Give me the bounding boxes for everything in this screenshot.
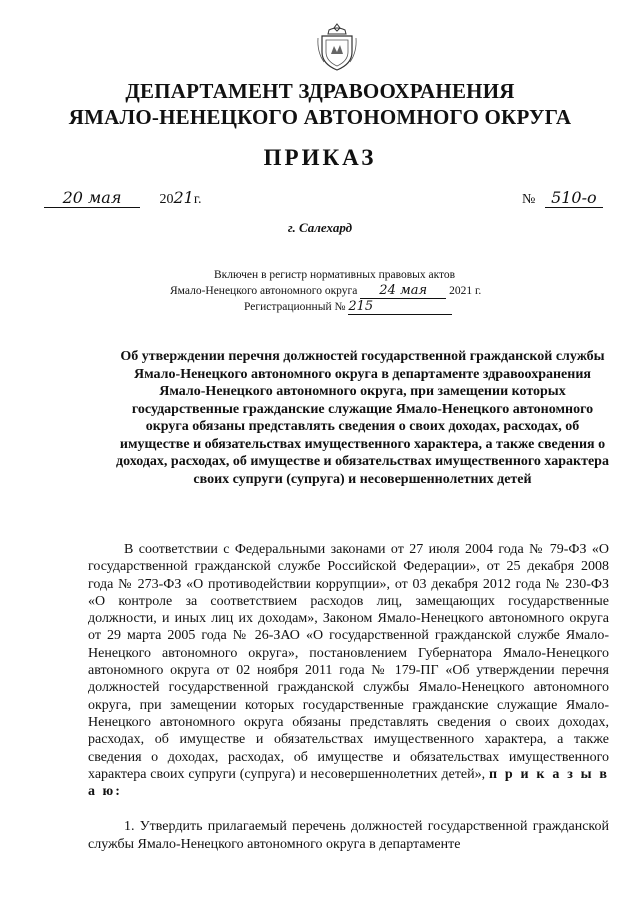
registry-line3 bbox=[170, 299, 550, 315]
order-body bbox=[88, 541, 609, 853]
clause-1: 1. Утвердить прилагаемый перечень должностей государственной гражданской службы Ямало-Ненецкого автономного округа в департаменте bbox=[88, 819, 609, 852]
order-title: Об утверждении перечня должностей государственной гражданской службы Ямало-Ненецкого автономного округа в департаменте здравоохранения Ямало-Ненецкого автономного округа, при замещении которых государственные гражданские служащие Ямало-Ненецкого автономного округа обязаны представлять сведения о своих доходах, расходах, об имуществе и обязательствах имущественного характера, а также сведения о доходах, расходах, об имуществе и обязательствах имущественного характера своих супруги (супруга) и несовершеннолетних детей bbox=[116, 349, 609, 487]
department-name-line2: ЯМАЛО-НЕНЕЦКОГО АВТОНОМНОГО ОКРУГА bbox=[68, 105, 572, 129]
handwritten-date: 20 мая bbox=[44, 188, 140, 208]
year-suffix: г. bbox=[193, 192, 202, 207]
order-number bbox=[522, 188, 603, 208]
preamble-text: В соответствии с Федеральными законами от 27 июля 2004 года № 79-ФЗ «О государственной гражданской службе Российской Федерации», от 25 декабря 2008 года № 273-ФЗ «О противодействии коррупции», от 03 декабря 2012 года № 230-ФЗ «О контроле за соответствием расходов лиц, замещающих государственные должности, и иных лиц их доходам», Законом Ямало-Ненецкого автономного округа от 29 марта 2005 года № 26-ЗАО «О государственной гражданской службе Ямало-Ненецкого автономного округа», постановлением Губернатора Ямало-Ненецкого автономного округа от 02 ноября 2011 года № 179-ПГ «Об утверждении перечня должностей государственной гражданской службы Ямало-Ненецкого автономного округа, при замещении которых государственные гражданские служащие Ямало-Ненецкого автономного округа обязаны представлять сведения о своих доходах, расходах, об имуществе и обязательствах имущественного характера, а также сведения о доходах, расходах, об имуществе и обязательствах имущественного характера своих супруги (супруга) и несовершеннолетних детей», bbox=[88, 542, 609, 782]
order-directive: п р и к а з ы в а ю: bbox=[88, 766, 609, 800]
handwritten-number: 510-о bbox=[545, 188, 603, 208]
handwritten-year: 21 bbox=[173, 188, 194, 207]
document-type: ПРИКАЗ bbox=[263, 145, 377, 170]
department-name-line1: ДЕПАРТАМЕНТ ЗДРАВООХРАНЕНИЯ bbox=[125, 79, 515, 103]
preamble-paragraph bbox=[88, 541, 609, 800]
order-date bbox=[44, 188, 202, 208]
registry-handwritten-number: 215 bbox=[348, 299, 452, 315]
year-prefix: 20 bbox=[159, 192, 174, 207]
registry-line2-prefix: Ямало-Ненецкого автономного округа bbox=[170, 285, 358, 297]
registry-line2 bbox=[170, 283, 550, 299]
registry-handwritten-date: 24 мая bbox=[360, 283, 446, 299]
number-label: № bbox=[522, 192, 536, 207]
registry-stamp bbox=[170, 268, 550, 315]
city: г. Салехард bbox=[287, 220, 353, 235]
coat-of-arms-emblem bbox=[316, 22, 358, 72]
registry-line1: Включен в регистр нормативных правовых актов bbox=[214, 269, 456, 281]
registry-line2-suffix: 2021 г. bbox=[449, 285, 482, 297]
registry-number-label: Регистрационный № bbox=[244, 301, 346, 313]
